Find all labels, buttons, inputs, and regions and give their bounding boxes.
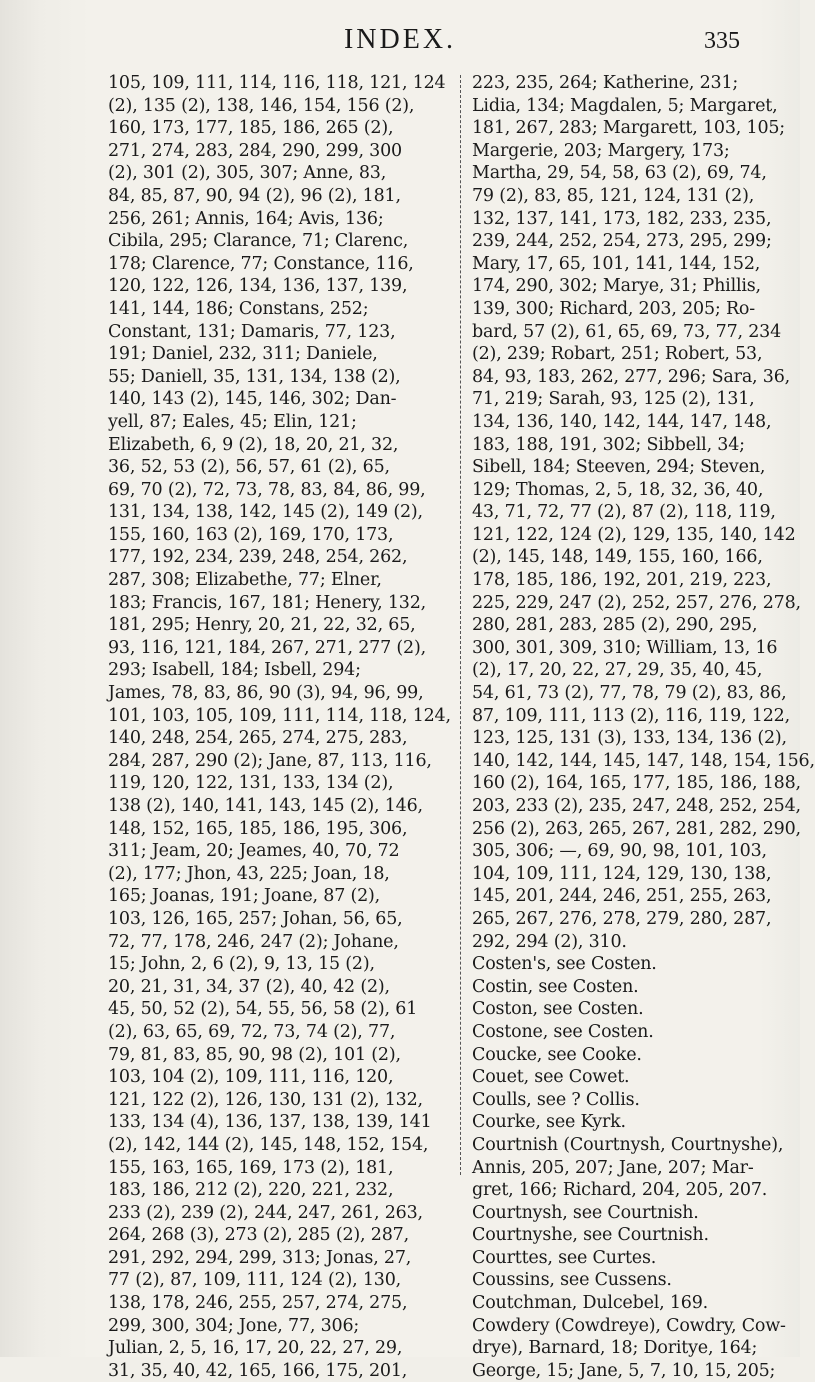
index-line: 181, 267, 283; Margarett, 103, 105;	[472, 118, 786, 139]
index-line: 120, 122, 126, 134, 136, 137, 139,	[108, 276, 408, 297]
index-line: 132, 137, 141, 173, 182, 233, 235,	[472, 208, 772, 229]
index-line: 84, 85, 87, 90, 94 (2), 96 (2), 181,	[108, 185, 401, 206]
index-line: 177, 192, 234, 239, 248, 254, 262,	[108, 547, 408, 568]
index-line: Costin, see Costen.	[472, 976, 639, 997]
index-line: 300, 301, 309, 310; William, 13, 16	[472, 637, 778, 658]
index-line: James, 78, 83, 86, 90 (3), 94, 96, 99,	[108, 683, 424, 704]
index-line: 225, 229, 247 (2), 252, 257, 276, 278,	[472, 592, 801, 613]
index-line: 45, 50, 52 (2), 54, 55, 56, 58 (2), 61	[108, 999, 418, 1020]
index-line: 139, 300; Richard, 203, 205; Ro-	[472, 298, 755, 319]
index-line: 265, 267, 276, 278, 279, 280, 287,	[472, 908, 772, 929]
index-line: Courtnyshe, see Courtnish.	[472, 1225, 709, 1246]
index-line: 183, 188, 191, 302; Sibbell, 34;	[472, 434, 745, 455]
index-line: 43, 71, 72, 77 (2), 87 (2), 118, 119,	[472, 502, 776, 523]
page-number: 335	[704, 28, 740, 54]
index-line: 191; Daniel, 232, 311; Daniele,	[108, 344, 378, 365]
index-line: 178; Clarence, 77; Constance, 116,	[108, 253, 414, 274]
index-line: Courke, see Kyrk.	[472, 1112, 626, 1133]
index-line: 239, 244, 252, 254, 273, 295, 299;	[472, 231, 772, 252]
index-line: 140, 143 (2), 145, 146, 302; Dan-	[108, 389, 397, 410]
index-line: 93, 116, 121, 184, 267, 271, 277 (2),	[108, 637, 426, 658]
index-line: 121, 122 (2), 126, 130, 131 (2), 132,	[108, 1089, 423, 1110]
index-line: Couet, see Cowet.	[472, 1067, 630, 1088]
index-line: Martha, 29, 54, 58, 63 (2), 69, 74,	[472, 163, 767, 184]
index-line: Sibell, 184; Steeven, 294; Steven,	[472, 457, 766, 478]
index-line: 155, 160, 163 (2), 169, 170, 173,	[108, 524, 394, 545]
index-line: 129; Thomas, 2, 5, 18, 32, 36, 40,	[472, 479, 764, 500]
index-line: 55; Daniell, 35, 131, 134, 138 (2),	[108, 366, 401, 387]
index-line: 233 (2), 239 (2), 244, 247, 261, 263,	[108, 1202, 423, 1223]
index-line: 138 (2), 140, 141, 143, 145 (2), 146,	[108, 796, 423, 816]
index-line: 15; John, 2, 6 (2), 9, 13, 15 (2),	[108, 954, 375, 975]
index-line: 155, 163, 165, 169, 173 (2), 181,	[108, 1157, 394, 1178]
index-line: 174, 290, 302; Marye, 31; Phillis,	[472, 276, 761, 297]
index-line: Coutchman, Dulcebel, 169.	[472, 1293, 709, 1314]
index-line: 284, 287, 290 (2); Jane, 87, 113, 116,	[108, 750, 432, 771]
index-line: Costen's, see Costen.	[472, 954, 657, 975]
index-line: 145, 201, 244, 246, 251, 255, 263,	[472, 886, 772, 907]
index-line: 181, 295; Henry, 20, 21, 22, 32, 65,	[108, 615, 416, 636]
index-line: George, 15; Jane, 5, 7, 10, 15, 205;	[472, 1360, 776, 1381]
index-line: 203, 233 (2), 235, 247, 248, 252, 254,	[472, 796, 801, 816]
index-line: 31, 35, 40, 42, 165, 166, 175, 201,	[108, 1360, 408, 1381]
index-line: 264, 268 (3), 273 (2), 285 (2), 287,	[108, 1225, 409, 1246]
index-line: 69, 70 (2), 72, 73, 78, 83, 84, 86, 99,	[108, 479, 426, 500]
index-line: 84, 93, 183, 262, 277, 296; Sara, 36,	[472, 366, 791, 387]
page-title: INDEX.	[343, 24, 457, 55]
index-line: 160, 173, 177, 185, 186, 265 (2),	[108, 118, 394, 139]
index-line: 140, 142, 144, 145, 147, 148, 154, 156,	[472, 750, 815, 771]
index-line: gret, 166; Richard, 204, 205, 207.	[472, 1180, 768, 1201]
index-line: Cibila, 295; Clarance, 71; Clarenc,	[108, 231, 409, 252]
index-line: 148, 152, 165, 185, 186, 195, 306,	[108, 818, 408, 839]
index-line: 36, 52, 53 (2), 56, 57, 61 (2), 65,	[108, 457, 390, 478]
index-line: 103, 126, 165, 257; Johan, 56, 65,	[108, 908, 403, 929]
index-line: Lidia, 134; Magdalen, 5; Margaret,	[472, 95, 778, 116]
index-line: (2), 142, 144 (2), 145, 148, 152, 154,	[108, 1134, 429, 1155]
index-line: Courtnysh, see Courtnish.	[472, 1202, 699, 1223]
index-line: (2), 177; Jhon, 43, 225; Joan, 18,	[108, 863, 390, 884]
index-line: 79, 81, 83, 85, 90, 98 (2), 101 (2),	[108, 1044, 401, 1065]
index-line: 299, 300, 304; Jone, 77, 306;	[108, 1315, 360, 1336]
index-line: 291, 292, 294, 299, 313; Jonas, 27,	[108, 1247, 412, 1268]
index-line: 105, 109, 111, 114, 116, 118, 121, 124	[108, 73, 446, 93]
index-line: Courtnish (Courtnysh, Courtnyshe),	[472, 1134, 784, 1155]
index-line: 123, 125, 131 (3), 133, 134, 136 (2),	[472, 728, 787, 749]
index-line: 121, 122, 124 (2), 129, 135, 140, 142	[472, 524, 796, 545]
index-line: 54, 61, 73 (2), 77, 78, 79 (2), 83, 86,	[472, 683, 787, 704]
index-line: (2), 63, 65, 69, 72, 73, 74 (2), 77,	[108, 1021, 396, 1042]
index-line: Julian, 2, 5, 16, 17, 20, 22, 27, 29,	[108, 1338, 403, 1359]
index-line: 131, 134, 138, 142, 145 (2), 149 (2),	[108, 502, 423, 523]
index-line: (2), 145, 148, 149, 155, 160, 166,	[472, 547, 763, 568]
index-line: 256 (2), 263, 265, 267, 281, 282, 290,	[472, 818, 801, 839]
page-header	[0, 20, 800, 60]
index-line: 140, 248, 254, 265, 274, 275, 283,	[108, 728, 408, 749]
index-line: 178, 185, 186, 192, 201, 219, 223,	[472, 570, 772, 591]
index-line: Coucke, see Cooke.	[472, 1044, 642, 1065]
index-line: Margerie, 203; Margery, 173;	[472, 140, 730, 161]
index-line: 160 (2), 164, 165, 177, 185, 186, 188,	[472, 773, 801, 794]
index-column-right	[472, 72, 815, 1382]
index-line: 141, 144, 186; Constans, 252;	[108, 298, 369, 319]
index-line: 72, 77, 178, 246, 247 (2); Johane,	[108, 931, 399, 952]
index-line: yell, 87; Eales, 45; Elin, 121;	[108, 411, 357, 432]
index-line: Costone, see Costen.	[472, 1021, 654, 1042]
index-line: 20, 21, 31, 34, 37 (2), 40, 42 (2),	[108, 976, 390, 997]
index-line: 183, 186, 212 (2), 220, 221, 232,	[108, 1180, 394, 1201]
index-line: 79 (2), 83, 85, 121, 124, 131 (2),	[472, 185, 755, 206]
index-line: Coussins, see Cussens.	[472, 1270, 672, 1291]
index-line: 293; Isabell, 184; Isbell, 294;	[108, 660, 361, 681]
index-line: drye), Barnard, 18; Doritye, 164;	[472, 1338, 758, 1359]
index-line: Mary, 17, 65, 101, 141, 144, 152,	[472, 253, 761, 274]
index-line: 280, 281, 283, 285 (2), 290, 295,	[472, 615, 758, 636]
index-column-left	[108, 72, 452, 1382]
index-line: Annis, 205, 207; Jane, 207; Mar-	[472, 1157, 754, 1178]
index-line: 87, 109, 111, 113 (2), 116, 119, 122,	[472, 705, 790, 726]
index-line: (2), 135 (2), 138, 146, 154, 156 (2),	[108, 95, 415, 116]
index-line: 311; Jeam, 20; Jeames, 40, 70, 72	[108, 841, 400, 862]
index-line: (2), 17, 20, 22, 27, 29, 35, 40, 45,	[472, 660, 763, 681]
index-line: 165; Joanas, 191; Joane, 87 (2),	[108, 886, 381, 907]
index-line: 133, 134 (4), 136, 137, 138, 139, 141	[108, 1112, 432, 1133]
index-line: 103, 104 (2), 109, 111, 116, 120,	[108, 1067, 394, 1088]
index-line: 223, 235, 264; Katherine, 231;	[472, 73, 739, 93]
index-line: Coston, see Costen.	[472, 999, 644, 1020]
index-line: 287, 308; Elizabethe, 77; Elner,	[108, 570, 382, 591]
index-line: (2), 301 (2), 305, 307; Anne, 83,	[108, 163, 387, 184]
index-line: 101, 103, 105, 109, 111, 114, 118, 124,	[108, 705, 451, 726]
index-line: 77 (2), 87, 109, 111, 124 (2), 130,	[108, 1270, 402, 1291]
index-line: 292, 294 (2), 310.	[472, 931, 627, 952]
index-line: Courttes, see Curtes.	[472, 1247, 657, 1268]
index-line: 138, 178, 246, 255, 257, 274, 275,	[108, 1293, 408, 1314]
index-line: Constant, 131; Damaris, 77, 123,	[108, 321, 396, 342]
index-line: 256, 261; Annis, 164; Avis, 136;	[108, 208, 384, 229]
index-line: Cowdery (Cowdreye), Cowdry, Cow-	[472, 1315, 786, 1336]
index-line: bard, 57 (2), 61, 65, 69, 73, 77, 234	[472, 321, 782, 342]
column-divider	[460, 75, 461, 1175]
index-line: 119, 120, 122, 131, 133, 134 (2),	[108, 773, 394, 794]
index-line: Elizabeth, 6, 9 (2), 18, 20, 21, 32,	[108, 434, 399, 455]
index-line: 104, 109, 111, 124, 129, 130, 138,	[472, 863, 772, 884]
index-line: (2), 239; Robart, 251; Robert, 53,	[472, 344, 763, 365]
index-line: 71, 219; Sarah, 93, 125 (2), 131,	[472, 389, 755, 410]
index-line: 271, 274, 283, 284, 290, 299, 300	[108, 140, 402, 161]
index-line: Coulls, see ? Collis.	[472, 1089, 640, 1110]
index-line: 183; Francis, 167, 181; Henery, 132,	[108, 592, 427, 613]
index-line: 305, 306; —, 69, 90, 98, 101, 103,	[472, 841, 767, 862]
index-line: 134, 136, 140, 142, 144, 147, 148,	[472, 411, 772, 432]
